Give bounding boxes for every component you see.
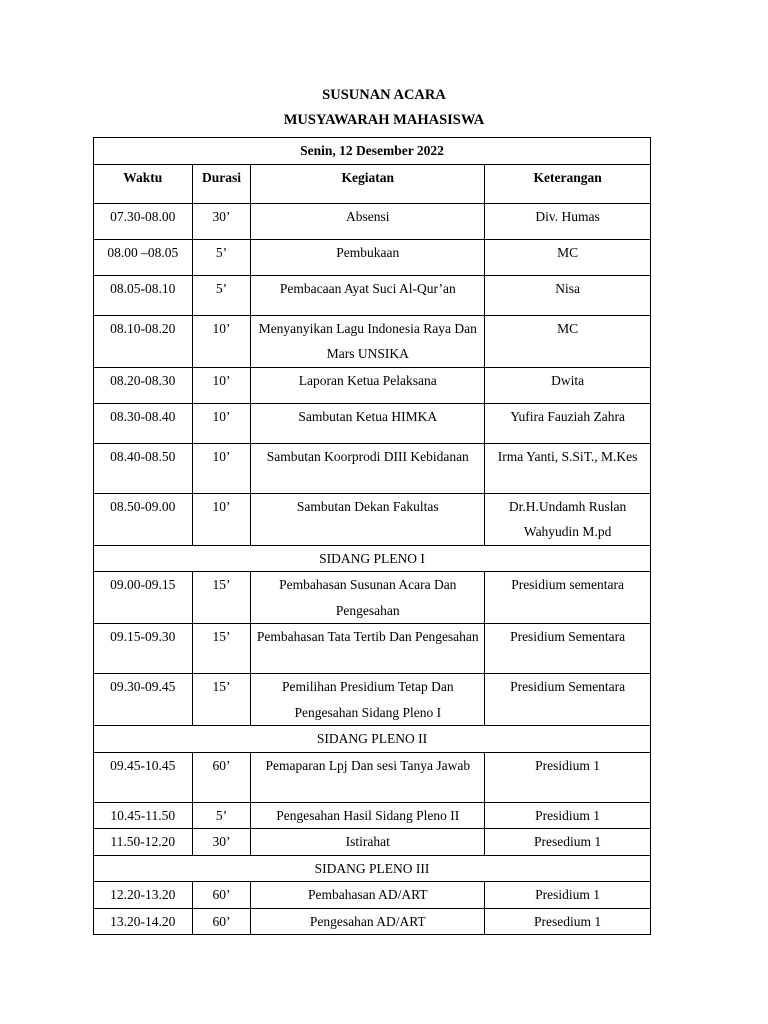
section-label: SIDANG PLENO III (94, 855, 651, 882)
cell-waktu: 08.30-08.40 (94, 403, 193, 443)
cell-durasi: 10’ (192, 315, 251, 367)
section-row (94, 726, 651, 753)
cell-durasi: 5’ (192, 275, 251, 315)
cell-kegiatan: Pengesahan Hasil Sidang Pleno II (251, 802, 485, 829)
cell-waktu: 11.50-12.20 (94, 829, 193, 856)
cell-durasi: 60’ (192, 882, 251, 909)
table-row (94, 882, 651, 909)
cell-kegiatan: Pembukaan (251, 239, 485, 275)
cell-keterangan: Dwita (485, 367, 651, 403)
table-row (94, 403, 651, 443)
cell-waktu: 08.00 –08.05 (94, 239, 193, 275)
cell-durasi: 5’ (192, 239, 251, 275)
cell-keterangan: Presidium Sementara (485, 624, 651, 674)
table-row (94, 367, 651, 403)
table-row (94, 802, 651, 829)
cell-keterangan: Presidium sementara (485, 572, 651, 624)
table-row (94, 315, 651, 367)
cell-waktu: 09.00-09.15 (94, 572, 193, 624)
cell-waktu: 09.30-09.45 (94, 674, 193, 726)
cell-kegiatan: Sambutan Ketua HIMKA (251, 403, 485, 443)
cell-kegiatan: Sambutan Dekan Fakultas (251, 493, 485, 545)
cell-waktu: 07.30-08.00 (94, 203, 193, 239)
schedule-body (94, 203, 651, 935)
cell-durasi: 5’ (192, 802, 251, 829)
table-row (94, 275, 651, 315)
header-kegiatan: Kegiatan (251, 164, 485, 203)
date-row (94, 138, 651, 165)
table-row (94, 493, 651, 545)
table-row (94, 572, 651, 624)
cell-waktu: 10.45-11.50 (94, 802, 193, 829)
section-row (94, 545, 651, 572)
cell-waktu: 08.50-09.00 (94, 493, 193, 545)
cell-kegiatan: Pembacaan Ayat Suci Al-Qur’an (251, 275, 485, 315)
cell-kegiatan: Pembahasan Tata Tertib Dan Pengesahan (251, 624, 485, 674)
cell-kegiatan: Pembahasan AD/ART (251, 882, 485, 909)
cell-waktu: 08.10-08.20 (94, 315, 193, 367)
cell-kegiatan: Sambutan Koorprodi DIII Kebidanan (251, 443, 485, 493)
cell-durasi: 15’ (192, 572, 251, 624)
cell-waktu: 12.20-13.20 (94, 882, 193, 909)
cell-kegiatan: Pengesahan AD/ART (251, 908, 485, 935)
cell-keterangan: Nisa (485, 275, 651, 315)
cell-durasi: 10’ (192, 403, 251, 443)
table-row (94, 674, 651, 726)
cell-keterangan: MC (485, 315, 651, 367)
cell-keterangan: Presedium 1 (485, 829, 651, 856)
table-row (94, 752, 651, 802)
table-row (94, 443, 651, 493)
table-row (94, 239, 651, 275)
cell-keterangan: Presidium 1 (485, 802, 651, 829)
header-waktu: Waktu (94, 164, 193, 203)
table-row (94, 829, 651, 856)
cell-waktu: 08.40-08.50 (94, 443, 193, 493)
table-row (94, 624, 651, 674)
cell-kegiatan: Pemaparan Lpj Dan sesi Tanya Jawab (251, 752, 485, 802)
cell-durasi: 60’ (192, 752, 251, 802)
cell-kegiatan: Absensi (251, 203, 485, 239)
header-durasi: Durasi (192, 164, 251, 203)
document-title: SUSUNAN ACARA (322, 87, 446, 103)
cell-keterangan: Irma Yanti, S.SiT., M.Kes (485, 443, 651, 493)
cell-keterangan: Dr.H.Undamh Ruslan Wahyudin M.pd (485, 493, 651, 545)
cell-waktu: 08.05-08.10 (94, 275, 193, 315)
cell-keterangan: Presidium 1 (485, 882, 651, 909)
table-row (94, 203, 651, 239)
cell-waktu: 09.15-09.30 (94, 624, 193, 674)
cell-kegiatan: Laporan Ketua Pelaksana (251, 367, 485, 403)
cell-durasi: 10’ (192, 367, 251, 403)
table-row (94, 908, 651, 935)
cell-keterangan: Presedium 1 (485, 908, 651, 935)
cell-kegiatan: Pemilihan Presidium Tetap Dan Pengesahan Sidang Pleno I (251, 674, 485, 726)
cell-durasi: 30’ (192, 829, 251, 856)
cell-durasi: 10’ (192, 493, 251, 545)
schedule-table (93, 137, 651, 935)
cell-waktu: 08.20-08.30 (94, 367, 193, 403)
cell-durasi: 10’ (192, 443, 251, 493)
cell-durasi: 60’ (192, 908, 251, 935)
cell-durasi: 15’ (192, 624, 251, 674)
cell-kegiatan: Istirahat (251, 829, 485, 856)
cell-keterangan: Div. Humas (485, 203, 651, 239)
cell-keterangan: Presidium 1 (485, 752, 651, 802)
section-label: SIDANG PLENO II (94, 726, 651, 753)
cell-keterangan: Yufira Fauziah Zahra (485, 403, 651, 443)
document-subtitle: MUSYAWARAH MAHASISWA (283, 112, 485, 128)
cell-durasi: 30’ (192, 203, 251, 239)
section-row (94, 855, 651, 882)
cell-keterangan: Presidium Sementara (485, 674, 651, 726)
cell-keterangan: MC (485, 239, 651, 275)
cell-waktu: 09.45-10.45 (94, 752, 193, 802)
cell-kegiatan: Pembahasan Susunan Acara Dan Pengesahan (251, 572, 485, 624)
schedule-date: Senin, 12 Desember 2022 (94, 138, 651, 165)
section-label: SIDANG PLENO I (94, 545, 651, 572)
cell-durasi: 15’ (192, 674, 251, 726)
cell-waktu: 13.20-14.20 (94, 908, 193, 935)
header-row (94, 164, 651, 203)
cell-kegiatan: Menyanyikan Lagu Indonesia Raya Dan Mars UNSIKA (251, 315, 485, 367)
header-keterangan: Keterangan (485, 164, 651, 203)
